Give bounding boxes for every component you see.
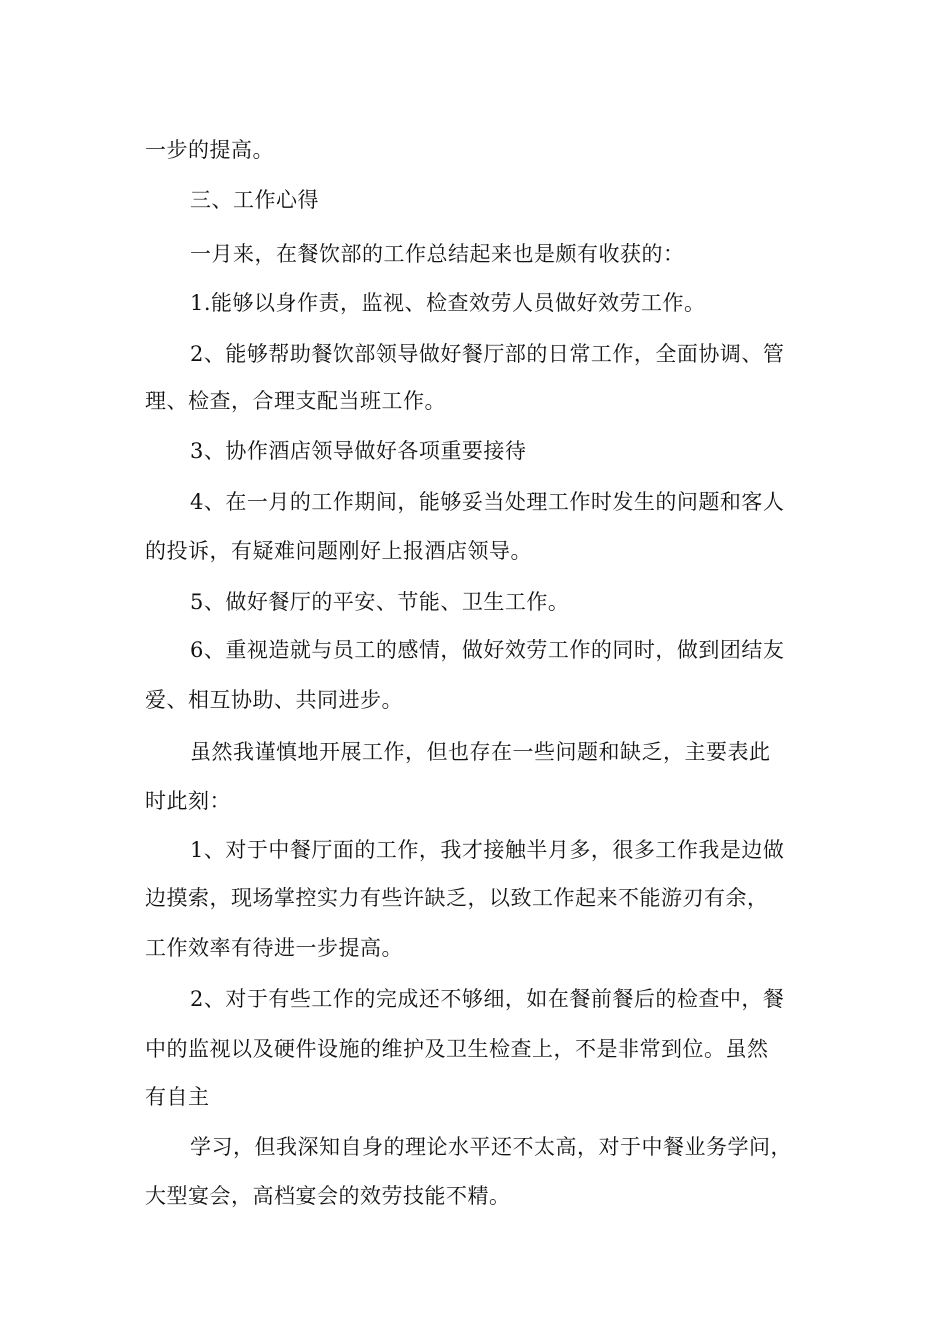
text-line: 边摸索，现场掌控实力有些许缺乏，以致工作起来不能游刃有余， (145, 886, 769, 910)
list-item: 6、重视造就与员工的感情，做好效劳工作的同时，做到团结友 (190, 638, 785, 662)
text-line: 有自主 (145, 1085, 210, 1109)
text-line: 虽然我谨慎地开展工作，但也存在一些问题和缺乏，主要表此 (190, 740, 771, 764)
text-line: 的投诉，有疑难问题刚好上报酒店领导。 (145, 539, 532, 563)
list-item: 3、协作酒店领导做好各项重要接待 (190, 439, 527, 463)
text-line: 工作效率有待进一步提高。 (145, 936, 403, 960)
text-line: 中的监视以及硬件设施的维护及卫生检查上，不是非常到位。虽然 (145, 1037, 769, 1061)
list-item: 2、能够帮助餐饮部领导做好餐厅部的日常工作，全面协调、管 (190, 342, 785, 366)
list-item: 1.能够以身作责，监视、检查效劳人员做好效劳工作。 (190, 291, 706, 315)
text-line: 理、检查，合理支配当班工作。 (145, 389, 446, 413)
text-line: 一月来，在餐饮部的工作总结起来也是颇有收获的： (190, 242, 685, 266)
list-item: 1、对于中餐厅面的工作，我才接触半月多，很多工作我是边做 (190, 838, 785, 862)
text-line: 大型宴会，高档宴会的效劳技能不精。 (145, 1184, 511, 1208)
list-item: 4、在一月的工作期间，能够妥当处理工作时发生的问题和客人 (190, 490, 785, 514)
text-line: 学习，但我深知自身的理论水平还不太高，对于中餐业务学问， (190, 1135, 792, 1159)
text-line: 时此刻： (145, 789, 231, 813)
list-item: 2、对于有些工作的完成还不够细，如在餐前餐后的检查中，餐 (190, 987, 785, 1011)
text-line: 爱、相互协助、共同进步。 (145, 688, 403, 712)
text-line: 一步的提高。 (145, 138, 274, 162)
list-item: 5、做好餐厅的平安、节能、卫生工作。 (190, 590, 570, 614)
section-heading: 三、工作心得 (190, 188, 319, 212)
